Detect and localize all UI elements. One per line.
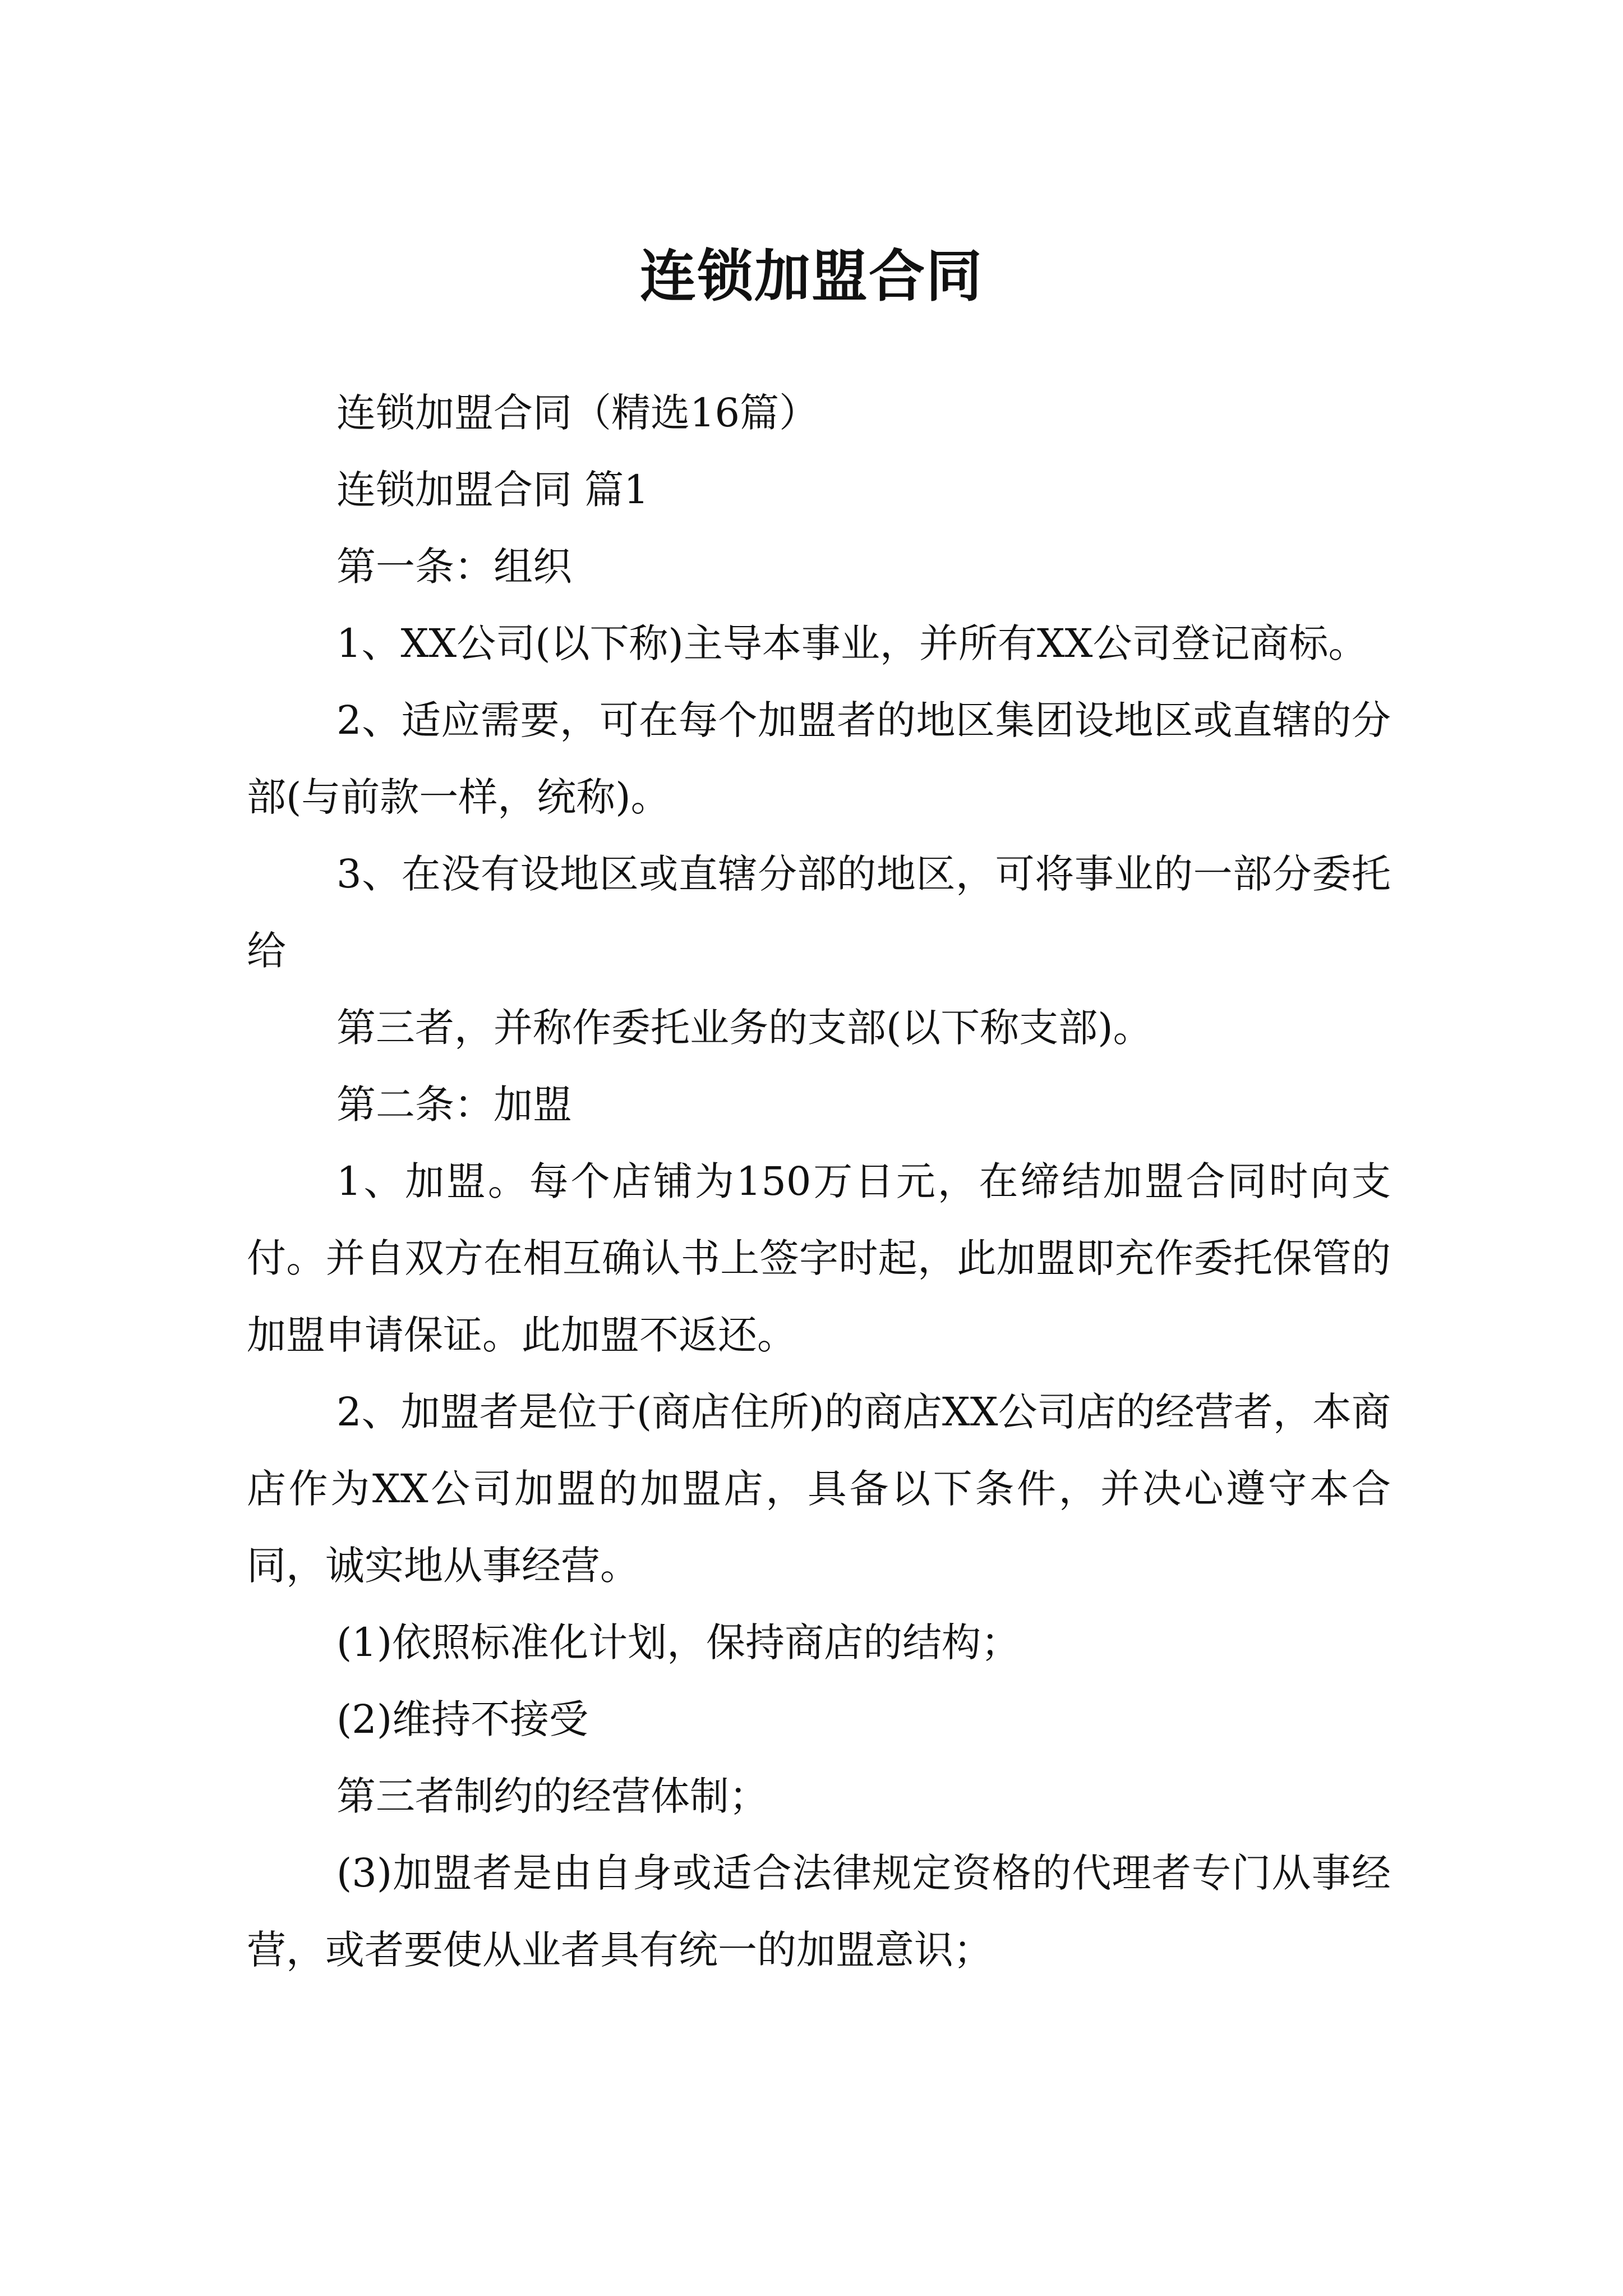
paragraph: 第三者制约的经营体制； <box>336 1773 768 1819</box>
paragraph: 第三者，并称作委托业务的支部(以下称支部)。 <box>336 1005 1152 1051</box>
document-body <box>247 375 1391 1989</box>
paragraph: 2、加盟者是位于(商店住所)的商店XX公司店的经营者，本商店作为XX公司加盟的加盟店，具备以下条件，并决心遵守本合同，诚实地从事经营。 <box>247 1389 1391 1589</box>
paragraph: 连锁加盟合同 篇1 <box>336 467 649 513</box>
paragraph: 连锁加盟合同（精选16篇） <box>336 390 819 436</box>
paragraph: 3、在没有设地区或直辖分部的地区，可将事业的一部分委托给 <box>247 851 1391 974</box>
paragraph: 1、加盟。每个店铺为150万日元，在缔结加盟合同时向支付。并自双方在相互确认书上签字时起，此加盟即充作委托保管的加盟申请保证。此加盟不返还。 <box>247 1158 1391 1358</box>
paragraph: (3)加盟者是由自身或适合法律规定资格的代理者专门从事经营，或者要使从业者具有统一的加盟意识； <box>247 1850 1391 1973</box>
paragraph: (1)依照标准化计划，保持商店的结构； <box>336 1619 1021 1665</box>
paragraph: 1、XX公司(以下称)主导本事业，并所有XX公司登记商标。 <box>336 620 1368 666</box>
paragraph: (2)维持不接受 <box>336 1696 589 1742</box>
document-title: 连锁加盟合同 <box>640 243 983 309</box>
paragraph: 第一条：组织 <box>336 544 572 590</box>
paragraph: 2、适应需要，可在每个加盟者的地区集团设地区或直辖的分部(与前款一样，统称)。 <box>247 697 1391 820</box>
paragraph: 第二条：加盟 <box>336 1082 572 1128</box>
